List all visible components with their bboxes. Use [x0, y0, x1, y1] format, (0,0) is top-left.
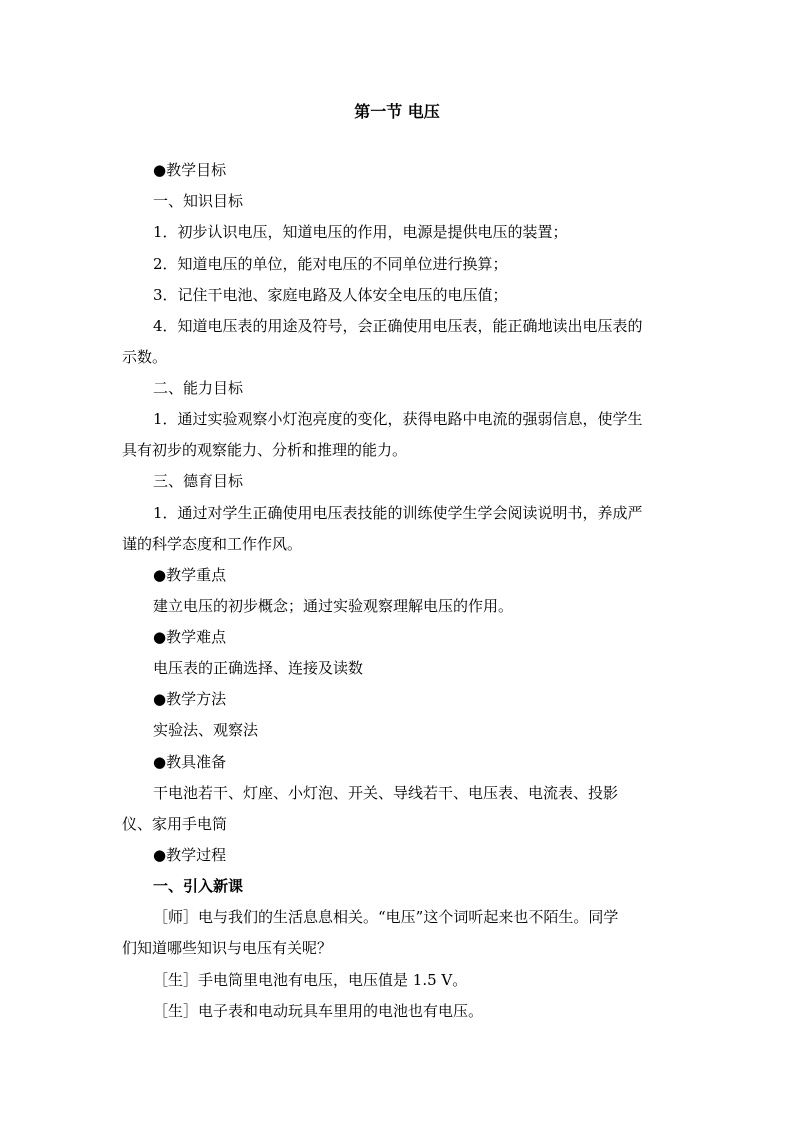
knowledge-item: 3．记住干电池、家庭电路及人体安全电压的电压值；: [153, 286, 508, 304]
objectives-heading: ●教学目标: [153, 161, 227, 179]
ability-heading: 二、能力目标: [153, 379, 244, 397]
difficulty-text: 电压表的正确选择、连接及读数: [153, 659, 364, 677]
key-heading: ●教学重点: [153, 566, 227, 584]
difficulty-heading: ●教学难点: [153, 628, 227, 646]
tools-text-continued: 仪、家用手电筒: [122, 815, 228, 833]
moral-item-continued: 谨的科学态度和工作作风。: [122, 535, 303, 553]
dialogue-line: ［生］电子表和电动玩具车里用的电池也有电压。: [153, 1002, 484, 1020]
ability-item: 1．通过实验观察小灯泡亮度的变化，获得电路中电流的强弱信息，使学生: [153, 410, 643, 428]
intro-heading: 一、引入新课: [153, 877, 244, 895]
knowledge-item: 2．知道电压的单位，能对电压的不同单位进行换算；: [153, 255, 508, 273]
process-heading: ●教学过程: [153, 846, 227, 864]
knowledge-item: 4．知道电压表的用途及符号，会正确使用电压表，能正确地读出电压表的: [153, 317, 643, 335]
key-text: 建立电压的初步概念；通过实验观察理解电压的作用。: [153, 597, 514, 615]
ability-item-continued: 具有初步的观察能力、分析和推理的能力。: [122, 441, 408, 459]
tools-text: 干电池若干、灯座、小灯泡、开关、导线若干、电压表、电流表、投影: [153, 784, 619, 802]
moral-heading: 三、德育目标: [153, 472, 244, 490]
dialogue-line-continued: 们知道哪些知识与电压有关呢？: [122, 939, 333, 957]
method-heading: ●教学方法: [153, 690, 227, 708]
knowledge-item-continued: 示数。: [122, 348, 168, 366]
dialogue-line: ［师］电与我们的生活息息相关。“电压”这个词听起来也不陌生。同学: [153, 908, 619, 926]
method-text: 实验法、观察法: [153, 721, 259, 739]
moral-item: 1．通过对学生正确使用电压表技能的训练使学生学会阅读说明书，养成严: [153, 504, 643, 522]
dialogue-line: ［生］手电筒里电池有电压，电压值是 1.5 V。: [153, 971, 468, 989]
tools-heading: ●教具准备: [153, 753, 227, 771]
knowledge-item: 1．初步认识电压，知道电压的作用，电源是提供电压的装置；: [153, 223, 568, 241]
knowledge-heading: 一、知识目标: [153, 192, 244, 210]
page-title: 第一节 电压: [354, 102, 440, 121]
